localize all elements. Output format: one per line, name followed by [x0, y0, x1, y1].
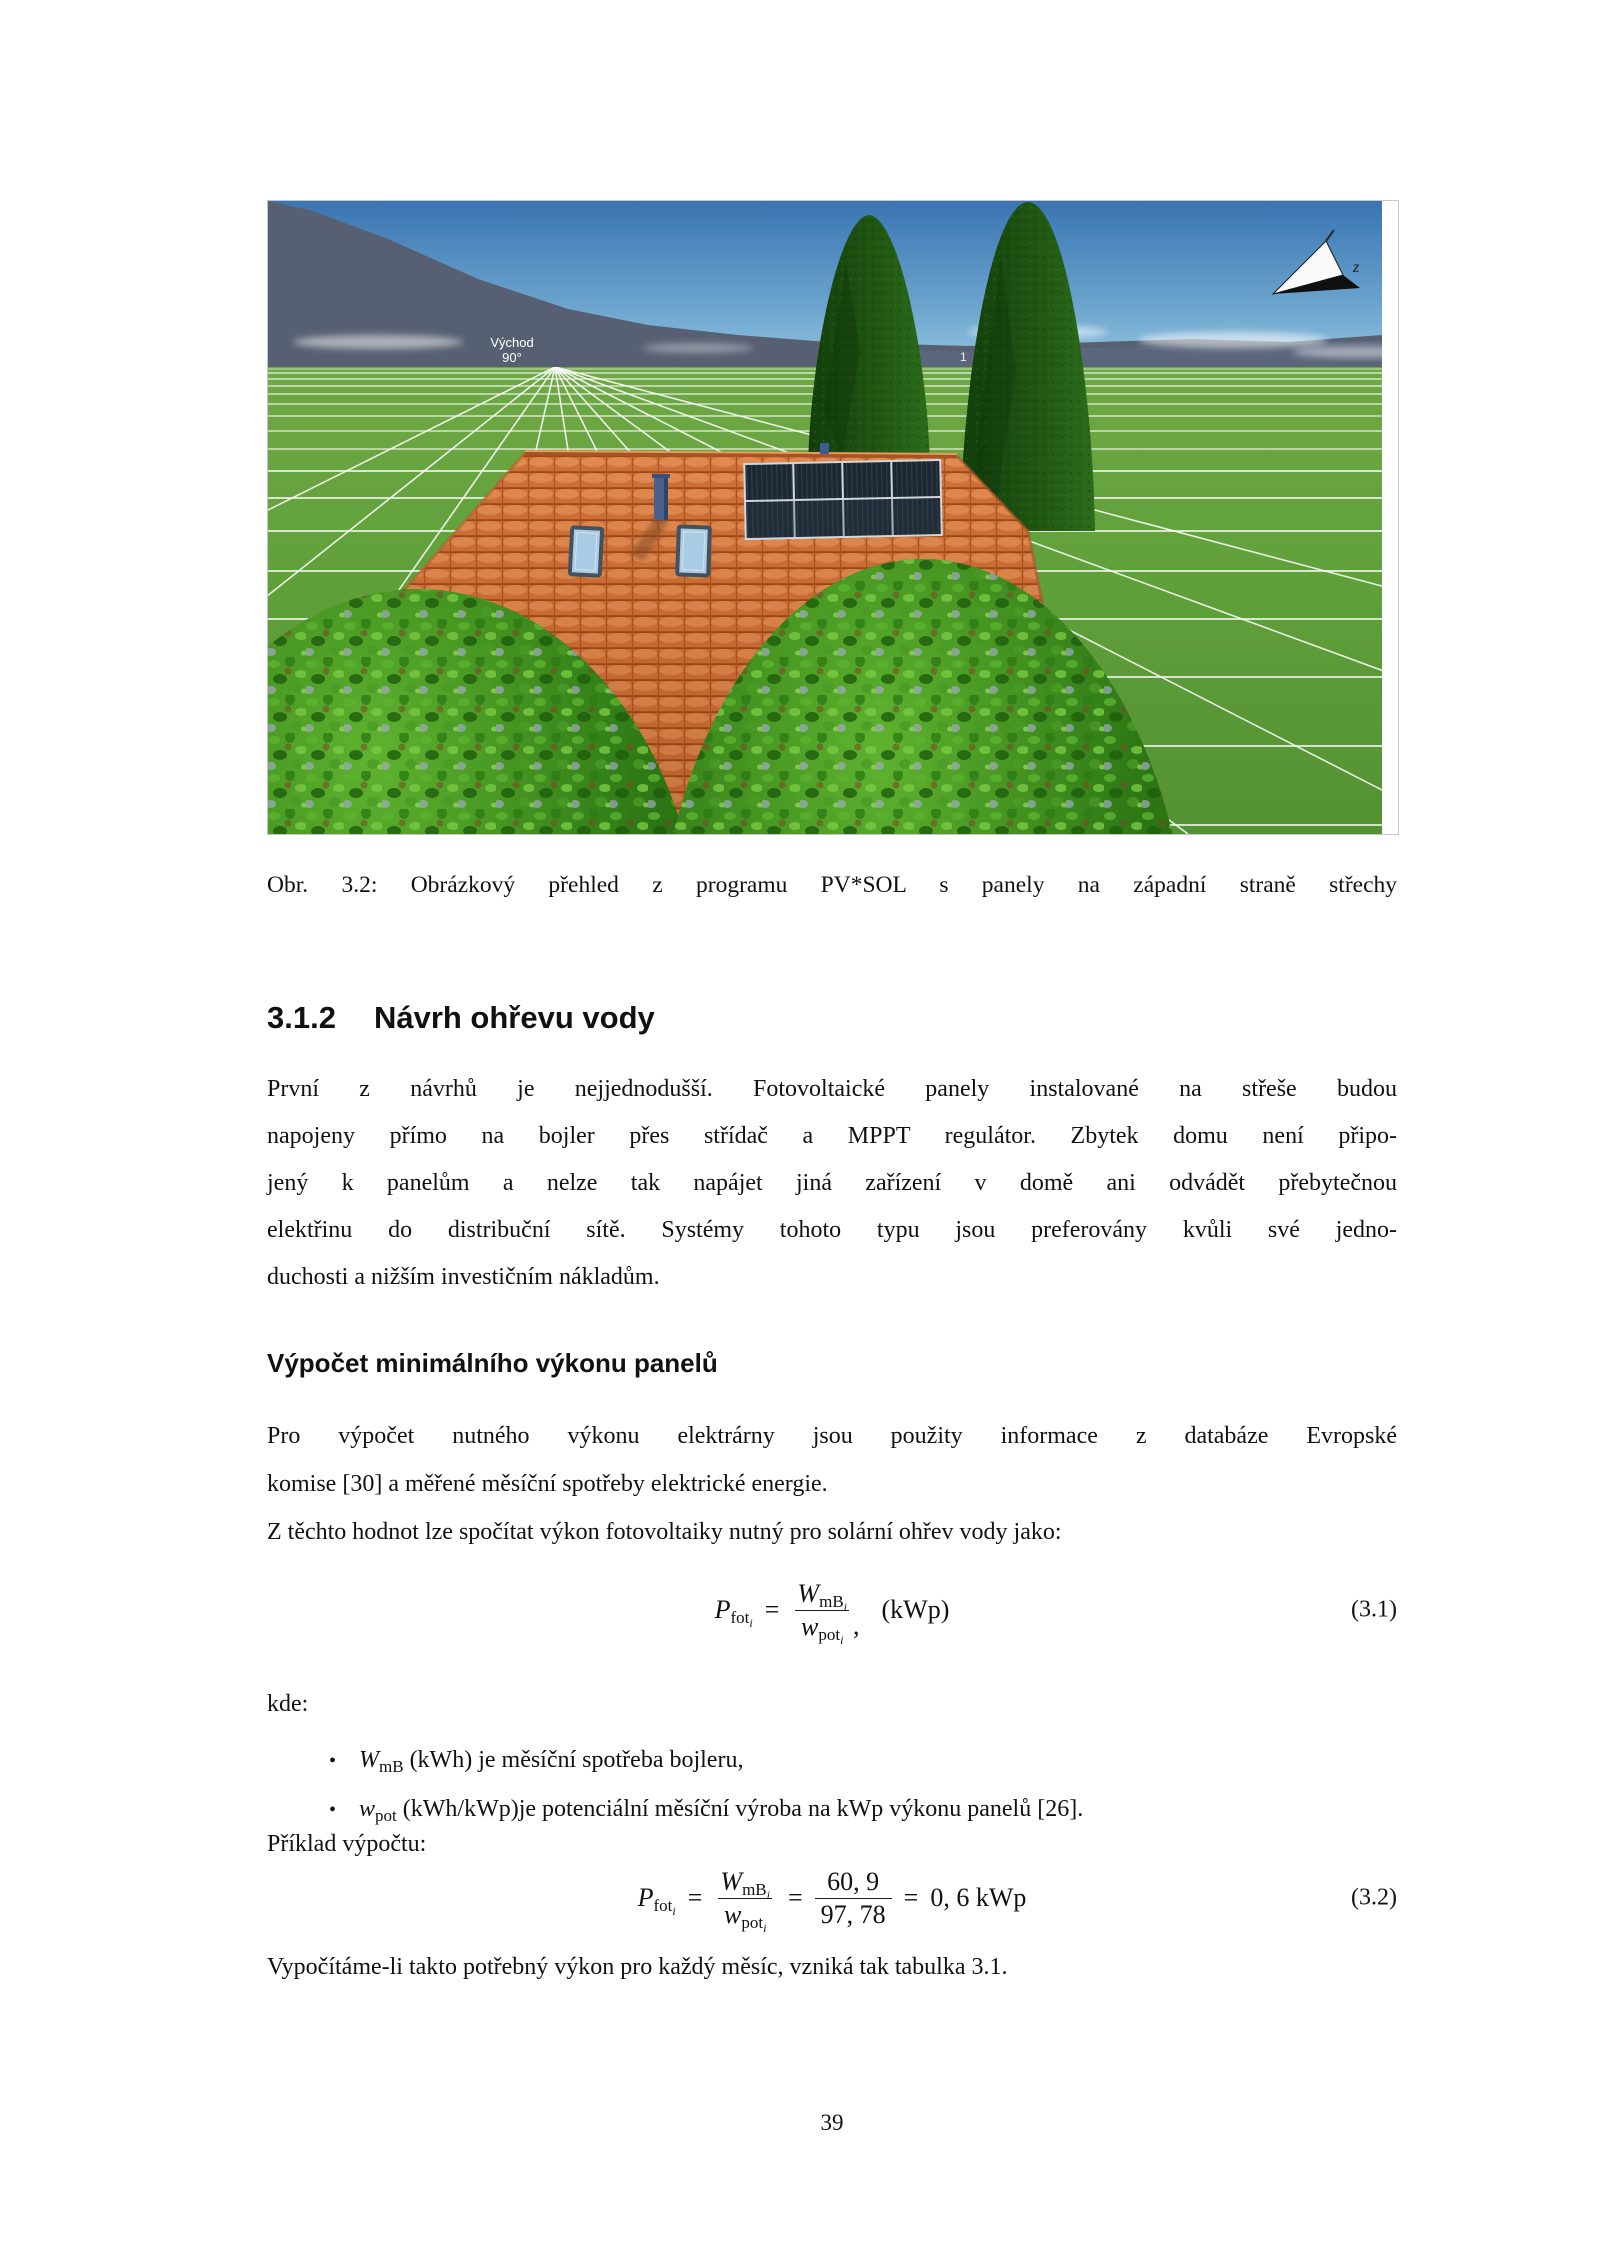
text-line: elektřinu do distribuční sítě. Systémy tohoto typu jsou preferovány kvůli své jedno-	[267, 1217, 1397, 1243]
equation-body: $P_{fot_i}$ = $\frac{W_{mB_i}}{w_{pot_i}}$ = $\frac{60, 9}{97, 78}$ = 0, 6 kWp	[637, 1866, 1027, 1935]
paragraph-intro	[267, 1066, 1397, 1301]
grid-marker-label: 1	[960, 350, 967, 364]
closing-paragraph: Vypočítáme-li takto potřebný výkon pro každý měsíc, vzniká tak tabulka 3.1.	[267, 1954, 1008, 1980]
section-heading	[267, 998, 1397, 1038]
section-title: Návrh ohřevu vody	[373, 1000, 655, 1035]
paragraph-calculation	[267, 1412, 1397, 1556]
skylight-right	[677, 526, 710, 575]
list-item: • $W_{mB}$ (kWh) je měsíční spotřeba bojleru,	[329, 1736, 1397, 1785]
subsection-heading: Výpočet minimálního výkonu panelů	[267, 1348, 718, 1378]
text-line: jený k panelům a nelze tak napájet jiná zařízení v domě ani odvádět přebytečnou	[267, 1170, 1397, 1196]
fraction: $\frac{W_{mB_i}}{w_{pot_i}}$	[791, 1578, 853, 1643]
example-label: Příklad výpočtu:	[267, 1831, 427, 1857]
text-line: komise [30] a měřené měsíční spotřeby elektrické energie.	[267, 1471, 828, 1497]
equation-number: (3.2)	[1351, 1884, 1397, 1911]
skylight-left	[570, 527, 602, 576]
page-content	[267, 0, 1397, 2263]
equation-number: (3.1)	[1351, 1596, 1397, 1623]
text-line: Z těchto hodnot lze spočítat výkon fotovoltaiky nutný pro solární ohřev vody jako:	[267, 1519, 1062, 1545]
bullet-icon: •	[329, 1750, 337, 1772]
equation-3-2	[267, 1848, 1397, 1948]
where-label: kde:	[267, 1691, 309, 1717]
solar-panel-array	[743, 459, 943, 540]
bullet-icon: •	[329, 1799, 337, 1821]
page-number: 39	[820, 2110, 844, 2135]
list-item: • $w_{pot}$ (kWh/kWp)je potenciální měsíční výroba na kWp výkonu panelů [26].	[329, 1785, 1397, 1834]
section-number: 3.1.2	[267, 1000, 336, 1035]
text-line: napojeny přímo na bojler přes střídač a MPPT regulátor. Zbytek domu není připo-	[267, 1123, 1397, 1149]
equation-3-1	[267, 1560, 1397, 1660]
fraction: $\frac{60, 9}{97, 78}$	[815, 1866, 892, 1931]
svg-text:z: z	[1353, 259, 1360, 276]
figure-caption: Obr. 3.2: Obrázkový přehled z programu PV*SOL s panely na západní straně střechy	[267, 872, 1397, 898]
definition-list	[267, 1736, 1397, 1834]
svg-text:Východ: Východ	[490, 335, 534, 350]
ridge-vent	[820, 443, 829, 454]
text-line: Pro výpočet nutného výkonu elektrárny jsou použity informace z databáze Evropské	[267, 1423, 1397, 1449]
pvsol-3d-scene	[268, 201, 1382, 834]
equation-body: $P_{fot_i}$ = $\frac{W_{mB_i}}{w_{pot_i}}$ , (kWp)	[714, 1578, 950, 1647]
text-line: První z návrhů je nejjednodušší. Fotovoltaické panely instalované na střeše budou	[267, 1076, 1397, 1102]
fraction: $\frac{W_{mB_i}}{w_{pot_i}}$	[714, 1866, 776, 1931]
figure-image	[267, 200, 1399, 835]
text-line: duchosti a nižším investičním nákladům.	[267, 1264, 660, 1290]
svg-text:90°: 90°	[502, 350, 522, 365]
